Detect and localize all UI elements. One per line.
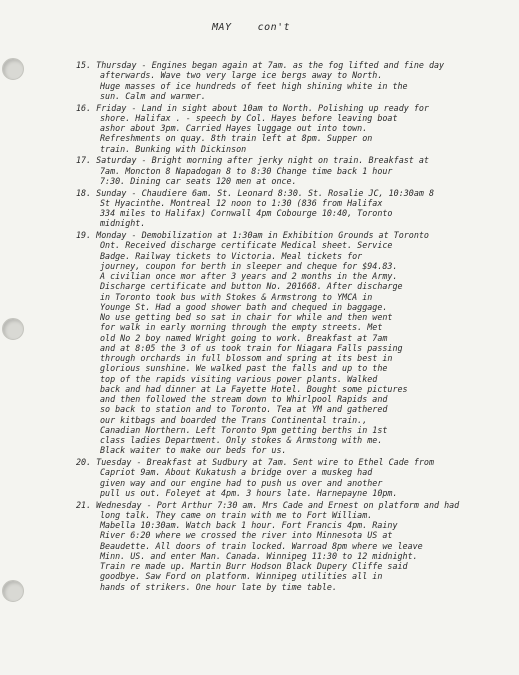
entry-line — [76, 208, 499, 218]
entry-line — [76, 384, 499, 394]
entry-text: our kitbags and boarded the Trans Continental train., — [100, 414, 368, 425]
diary-entry — [76, 155, 499, 186]
diary-entry — [76, 230, 499, 456]
entry-text: Beaudette. All doors of train locked. Warroad 8pm where we leave — [100, 540, 423, 551]
entry-text: given way and our engine had to push us over and another — [100, 477, 383, 488]
entry-text: 7:30. Dining car seats 120 men at once. — [100, 175, 297, 186]
entry-line — [76, 425, 499, 435]
entry-text: afterwards. Wave two very large ice bergs away to North. — [100, 70, 383, 81]
entry-line — [76, 312, 499, 322]
entry-line — [76, 261, 499, 271]
entry-text: Huge masses of ice hundreds of feet high shining white in the — [100, 80, 408, 91]
entry-text: Black waiter to make our beds for us. — [100, 445, 287, 456]
entry-line — [76, 353, 499, 363]
entry-text: so back to station and to Toronto. Tea at YM and gathered — [100, 404, 388, 415]
punch-hole — [2, 580, 24, 602]
entry-text: through orchards in full blossom and spring at its best in — [100, 353, 393, 363]
entry-line — [76, 218, 499, 228]
entry-line — [76, 113, 499, 123]
entry-text: Ont. Received discharge certificate Medical sheet. Service — [100, 240, 393, 251]
entry-text: train. Bunking with Dickinson — [100, 143, 247, 154]
entry-text: and then followed the stream down to Whirlpool Rapids and — [100, 394, 388, 404]
entry-date-label: 19. Monday - — [76, 230, 142, 240]
entry-text: hands of strikers. One hour late by time table. — [100, 581, 337, 592]
entry-line — [76, 551, 499, 561]
entry-text: Mabella 10:30am. Watch back 1 hour. Fort Francis 4pm. Rainy — [100, 520, 398, 530]
entry-text: glorious sunshine. We walked past the falls and up to the — [100, 363, 388, 374]
entry-first-line — [76, 188, 499, 198]
entry-line — [76, 176, 499, 186]
header-continued: con't — [257, 22, 291, 33]
diary-entry — [76, 60, 499, 101]
entry-text: Canadian Northern. Left Toronto 9pm getting berths in 1st — [100, 424, 388, 435]
entry-line — [76, 166, 499, 176]
entry-text: St Hyacinthe. Montreal 12 noon to 1:30 (836 from Halifax — [100, 197, 383, 208]
entry-text: and at 8:05 the 3 of us took train for Niagara Falls passing — [100, 342, 403, 353]
entry-line — [76, 281, 499, 291]
entry-first-line — [76, 230, 499, 240]
header-month: MAY — [212, 22, 232, 33]
entry-text: sun. Calm and warmer. — [100, 90, 206, 101]
diary-entry — [76, 188, 499, 229]
entry-text: old No 2 boy named Wright going to work. Breakfast at 7am — [100, 332, 388, 343]
punch-hole — [2, 318, 24, 340]
entry-text: back and had dinner at La Fayette Hotel. Bought some pictures — [100, 383, 408, 394]
entry-line — [76, 251, 499, 261]
entry-text: River 6:20 where we crossed the river into Minnesota US at — [100, 530, 393, 541]
entry-line — [76, 343, 499, 353]
entry-line — [76, 374, 499, 384]
entry-line — [76, 333, 499, 343]
entry-text: Younge St. Had a good shower bath and chequed in baggage. — [100, 301, 388, 312]
entry-line — [76, 404, 499, 414]
entry-line — [76, 292, 499, 302]
entry-line — [76, 271, 499, 281]
entry-date-label: 16. Friday - — [76, 102, 142, 113]
entry-line — [76, 302, 499, 312]
entry-text: Refreshments on quay. 8th train left at 8pm. Supper on — [100, 133, 373, 144]
diary-entry — [76, 103, 499, 154]
entry-line — [76, 144, 499, 154]
diary-entry — [76, 500, 499, 592]
page-header — [212, 22, 290, 33]
entry-line — [76, 541, 499, 551]
entry-line — [76, 363, 499, 373]
entry-text: shore. Halifax . - speech by Col. Hayes before leaving boat — [100, 112, 398, 123]
entry-line — [76, 123, 499, 133]
entry-first-line — [76, 155, 499, 165]
punch-hole — [2, 58, 24, 80]
entry-text: Bright morning after jerky night on train. Breakfast at — [151, 155, 429, 166]
entry-text: midnight. — [100, 218, 146, 229]
entry-line — [76, 510, 499, 520]
entry-date-label: 20. Tuesday - — [76, 457, 147, 467]
entry-first-line — [76, 457, 499, 467]
entry-line — [76, 478, 499, 488]
entry-line — [76, 467, 499, 477]
entry-line — [76, 91, 499, 101]
entry-date-label: 18. Sunday - — [76, 187, 142, 198]
entry-line — [76, 240, 499, 250]
entry-line — [76, 133, 499, 143]
entry-line — [76, 445, 499, 455]
entry-text: Demobilization at 1:30am in Exhibition Grounds at Toronto — [141, 230, 429, 240]
entry-text: Breakfast at Sudbury at 7am. Sent wire to Ethel Cade from — [146, 457, 434, 467]
entry-line — [76, 70, 499, 80]
entry-text: for walk in early morning through the empty streets. Met — [100, 322, 383, 333]
entry-text: class ladies Department. Only stokes & Armstong with me. — [100, 435, 383, 445]
entry-line — [76, 435, 499, 445]
entry-text: top of the rapids visiting various power plants. Walked — [100, 373, 378, 384]
entry-text: pull us out. Foleyet at 4pm. 3 hours late. Harnepayne 10pm. — [100, 487, 398, 498]
entry-date-label: 21. Wednesday - — [76, 499, 157, 510]
entry-first-line — [76, 60, 499, 70]
entry-text: A civilian once mor after 3 years and 2 months in the Army. — [100, 271, 398, 281]
diary-entries — [76, 60, 499, 593]
entry-text: goodbye. Saw Ford on platform. Winnipeg utilities all in — [100, 571, 383, 582]
entry-line — [76, 582, 499, 592]
entry-line — [76, 81, 499, 91]
entry-text: Discharge certificate and button No. 201668. After discharge — [100, 281, 403, 292]
entry-line — [76, 530, 499, 540]
entry-date-label: 17. Saturday - — [76, 155, 152, 166]
entry-line — [76, 520, 499, 530]
entry-text: Minn. US. and enter Man. Canada. Winnipeg 11:30 to 12 midnight. — [100, 550, 418, 561]
entry-line — [76, 322, 499, 332]
entry-date-label: 15. Thursday - — [76, 60, 152, 70]
entry-line — [76, 198, 499, 208]
entry-line — [76, 571, 499, 581]
entry-text: 334 miles to Halifax) Cornwall 4pm Cobourge 10:40, Toronto — [100, 208, 393, 218]
entry-text: Badge. Railway tickets to Victoria. Meal tickets for — [100, 250, 363, 261]
entry-text: ashor about 3pm. Carried Hayes luggage out into town. — [100, 123, 368, 133]
entry-line — [76, 561, 499, 571]
entry-line — [76, 488, 499, 498]
entry-text: Engines began again at 7am. as the fog lifted and fine day — [151, 60, 445, 70]
entry-text: Train re made up. Martin Burr Hodson Black Dupery Cliffe said — [100, 561, 408, 571]
diary-entry — [76, 457, 499, 498]
entry-text: long talk. They came on train with me to Fort William. — [100, 509, 373, 520]
entry-text: in Toronto took bus with Stokes & Armstrong to YMCA in — [100, 291, 373, 302]
entry-text: 7am. Moncton 8 Napadogan 8 to 8:30 Change time back 1 hour — [100, 165, 393, 176]
entry-line — [76, 415, 499, 425]
entry-text: journey, coupon for berth in sleeper and cheque for $94.83. — [100, 260, 398, 271]
entry-text: Port Arthur 7:30 am. Mrs Cade and Ernest on platform and had — [156, 499, 460, 510]
entry-first-line — [76, 500, 499, 510]
entry-text: Land in sight about 10am to North. Polishing up ready for — [141, 102, 429, 113]
entry-line — [76, 394, 499, 404]
entry-text: Capriot 9am. About Kukatush a bridge over a muskeg had — [100, 467, 373, 478]
entry-text: No use getting bed so sat in chair for while and then went — [100, 312, 393, 322]
entry-text: Chaudiere 6am. St. Leonard 8:30. St. Rosalie JC, 10:30am 8 — [141, 187, 435, 198]
entry-first-line — [76, 103, 499, 113]
